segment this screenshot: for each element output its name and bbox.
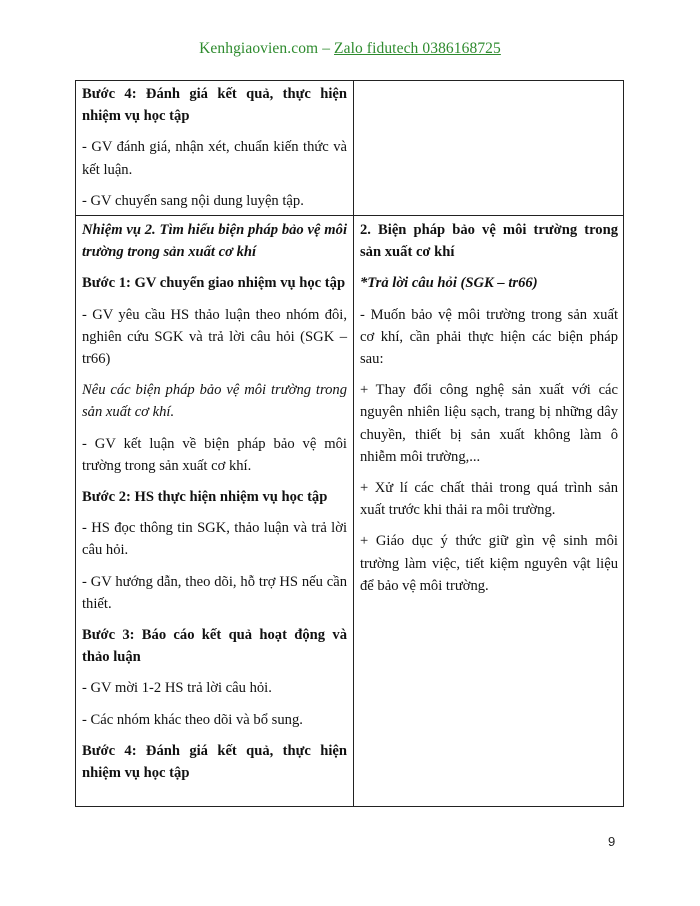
task2-title: Nhiệm vụ 2. Tìm hiểu biện pháp bảo vệ môi trường trong sản xuất cơ khí bbox=[82, 222, 347, 261]
step3-heading: Bước 3: Báo cáo kết quả hoạt động và thảo luận bbox=[82, 627, 347, 666]
header-contact-link[interactable]: Zalo fidutech 0386168725 bbox=[334, 40, 501, 57]
measure-2: + Xử lí các chất thải trong quá trình sản xuất trước khi thải ra môi trường. bbox=[360, 480, 618, 519]
step1-question: Nêu các biện pháp bảo vệ môi trường trong sản xuất cơ khí. bbox=[82, 382, 347, 421]
step1-text-1: - GV yêu cầu HS thảo luận theo nhóm đôi, nghiên cứu SGK và trả lời câu hỏi (SGK – tr66) bbox=[82, 306, 347, 368]
step3-text-2: - Các nhóm khác theo dõi và bổ sung. bbox=[82, 711, 303, 728]
row1-step4-text-1: - GV đánh giá, nhận xét, chuẩn kiến thức và kết luận. bbox=[82, 139, 347, 178]
section2-title: 2. Biện pháp bảo vệ môi trường trong sản xuất cơ khí bbox=[360, 222, 618, 261]
row1-step4-text-2: - GV chuyển sang nội dung luyện tập. bbox=[82, 192, 304, 209]
row1-step4-heading: Bước 4: Đánh giá kết quả, thực hiện nhiệm vụ học tập bbox=[82, 86, 347, 125]
row2-activities-cell bbox=[76, 219, 353, 793]
step1-heading: Bước 1: GV chuyển giao nhiệm vụ học tập bbox=[82, 275, 346, 292]
answer-intro: - Muốn bảo vệ môi trường trong sản xuất cơ khí, cần phải thực hiện các biện pháp sau: bbox=[360, 306, 618, 368]
page-header bbox=[0, 40, 700, 58]
header-site: Kenhgiaovien.com bbox=[199, 40, 319, 57]
lesson-table bbox=[75, 80, 624, 807]
row1-activities-cell bbox=[76, 83, 353, 221]
step4-heading: Bước 4: Đánh giá kết quả, thực hiện nhiệm vụ học tập bbox=[82, 742, 347, 782]
measure-1: + Thay đổi công nghệ sản xuất với các nguyên nhiên liệu sạch, trang bị những dây chuyền, thiết bị sản xuất không làm ô nhiễm môi trường,... bbox=[360, 382, 618, 465]
step3-text-1: - GV mời 1-2 HS trả lời câu hỏi. bbox=[82, 680, 272, 697]
step2-heading: Bước 2: HS thực hiện nhiệm vụ học tập bbox=[82, 489, 328, 506]
header-separator: – bbox=[318, 40, 335, 57]
answer-heading: *Trả lời câu hỏi (SGK – tr66) bbox=[360, 275, 538, 292]
step2-text-2: - GV hướng dẫn, theo dõi, hỗ trợ HS nếu cần thiết. bbox=[82, 573, 347, 612]
page-number: 9 bbox=[608, 834, 616, 849]
step1-text-2: - GV kết luận về biện pháp bảo vệ môi trường trong sản xuất cơ khí. bbox=[82, 435, 347, 474]
step2-text-1: - HS đọc thông tin SGK, thảo luận và trả lời câu hỏi. bbox=[82, 520, 347, 559]
measure-3: + Giáo dục ý thức giữ gìn vệ sinh môi trường làm việc, tiết kiệm nguyên vật liệu để bảo vệ môi trường. bbox=[360, 533, 618, 594]
row2-content-cell bbox=[354, 219, 624, 606]
